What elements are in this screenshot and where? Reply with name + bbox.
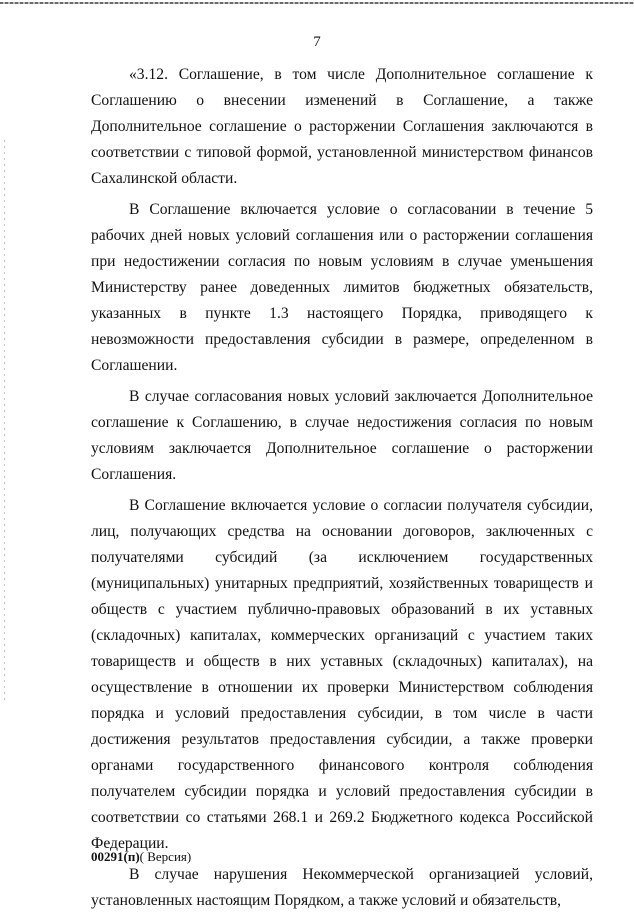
document-body bbox=[91, 62, 593, 919]
paragraph-violation: В случае нарушения Некоммерческой организацией условий, установленных настоящим Порядком, а также условий и обязательств, bbox=[91, 866, 593, 909]
document-code: 00291(п) bbox=[91, 849, 140, 864]
scan-left-edge bbox=[4, 140, 5, 700]
paragraph-new-conditions: В случае согласования новых условий заключается Дополнительное соглашение к Соглашению, в случае недостижения согласия по новым условиям заключается Дополнительное соглашение о расторжении Соглашения. bbox=[91, 388, 593, 483]
paragraph-agreement-condition: В Соглашение включается условие о согласовании в течение 5 рабочих дней новых условий соглашения или о расторжении соглашения при недостижении согласия по новым условиям в случае уменьшения Министерству ранее доведенных лимитов бюджетных обязательств, указанных в пункте 1.3 настоящего Порядка, приводящего к невозможности предоставления субсидии в размере, определенном в Соглашении. bbox=[91, 201, 593, 374]
document-version: ( Версия) bbox=[139, 849, 192, 864]
page-number: 7 bbox=[313, 34, 321, 50]
paragraph-3-12: «3.12. Соглашение, в том числе Дополнительное соглашение к Соглашению о внесении изменений в Соглашение, а также Дополнительное соглашение о расторжении Соглашения заключаются в соответствии с типовой формой, установленной министерством финансов Сахалинской области. bbox=[91, 66, 593, 187]
document-footer bbox=[91, 849, 191, 865]
paragraph-consent-inspection: В Соглашение включается условие о согласии получателя субсидии, лиц, получающих средства на основании договоров, заключенных с получателями субсидий (за исключением государственных (муниципальных) унитарных предприятий, хозяйственных товариществ и обществ с участием публично-правовых образований в их уставных (складочных) капиталах, коммерческих организаций с участием таких товариществ и обществ в них уставных (складочных) капиталах), на осуществление в отношении их проверки Министерством соблюдения порядка и условий предоставления субсидии, в том числе в части достижения результатов предоставления субсидии, а также проверки органами государственного финансового контроля соблюдения получателем субсидии порядка и условий предоставления субсидии в соответствии со статьями 268.1 и 269.2 Бюджетного кодекса Российской Федерации. bbox=[91, 497, 593, 852]
scan-top-edge bbox=[0, 2, 634, 4]
